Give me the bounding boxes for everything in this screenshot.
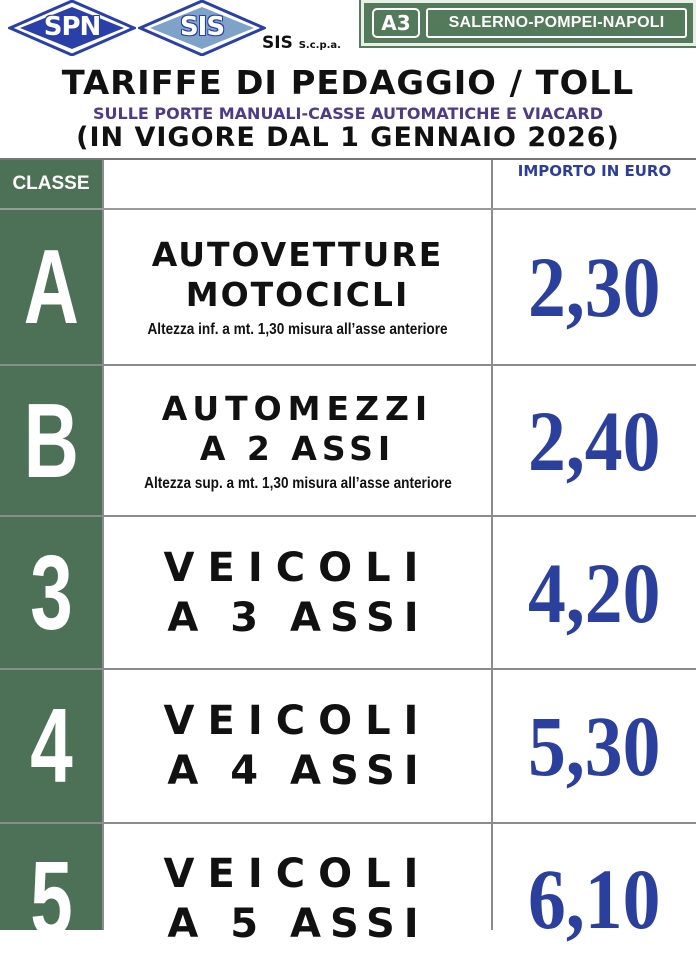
row-description xyxy=(104,670,491,822)
row-amount-text: 2,40 xyxy=(528,392,661,489)
row-description-line1: VEICOLI xyxy=(163,698,432,744)
motorway-code-badge: A3 xyxy=(372,8,420,38)
company-name xyxy=(262,33,341,53)
row-class xyxy=(0,366,102,515)
row-amount xyxy=(493,210,696,364)
row-class xyxy=(0,517,102,668)
motorway-sign xyxy=(361,0,696,46)
row-description xyxy=(104,517,491,668)
tariff-row xyxy=(0,670,696,822)
row-amount xyxy=(493,517,696,668)
row-class-text: B xyxy=(23,381,79,500)
row-description-line1: AUTOMEZZI xyxy=(161,388,434,428)
row-amount-text: 4,20 xyxy=(528,544,661,641)
row-description xyxy=(104,366,491,515)
row-class-text: 5 xyxy=(29,840,73,958)
row-description-line2: MOTOCICLI xyxy=(185,275,410,314)
row-description-line2: A 2 ASSI xyxy=(199,428,396,468)
row-description-line2: A 5 ASSI xyxy=(167,901,428,947)
page-subtitle: SULLE PORTE MANUALI-CASSE AUTOMATICHE E VIACARD xyxy=(93,104,603,123)
sis-logo xyxy=(138,0,266,56)
row-class xyxy=(0,670,102,822)
row-class-text: 3 xyxy=(29,533,73,652)
row-class-text: 4 xyxy=(29,687,73,805)
tariff-row xyxy=(0,366,696,515)
company-name-text: SIS xyxy=(262,33,293,53)
tariff-row xyxy=(0,517,696,668)
tariff-row xyxy=(0,824,696,974)
row-description xyxy=(104,824,491,974)
company-suffix: S.c.p.a. xyxy=(298,40,341,51)
sis-logo-text: SIS xyxy=(179,12,225,42)
motorway-route-name: SALERNO-POMPEI-NAPOLI xyxy=(426,8,687,38)
row-class-text: A xyxy=(23,228,79,346)
validity-date: (IN VIGORE DAL 1 GENNAIO 2026) xyxy=(76,122,620,153)
spn-logo xyxy=(8,0,136,56)
row-description-line2: A 4 ASSI xyxy=(167,748,428,794)
row-description-line1: VEICOLI xyxy=(163,544,432,591)
row-amount xyxy=(493,824,696,974)
row-description-line2: A 3 ASSI xyxy=(167,594,428,641)
page-title: TARIFFE DI PEDAGGIO / TOLL xyxy=(61,63,635,102)
row-description-note: Altezza inf. a mt. 1,30 misura all’asse anteriore xyxy=(147,321,448,338)
row-class xyxy=(0,824,102,974)
row-amount xyxy=(493,366,696,515)
spn-logo-text: SPN xyxy=(43,12,101,42)
header-class: CLASSE xyxy=(12,173,90,194)
row-description-line1: VEICOLI xyxy=(163,851,432,897)
toll-tariff-table xyxy=(0,158,696,958)
row-class xyxy=(0,210,102,364)
row-description-line1: AUTOVETTURE xyxy=(151,235,444,274)
tariff-row xyxy=(0,210,696,364)
header-amount: IMPORTO IN EURO xyxy=(517,162,672,180)
row-amount-text: 2,30 xyxy=(528,239,661,335)
row-amount xyxy=(493,670,696,822)
row-amount-text: 5,30 xyxy=(528,698,661,794)
row-description-note: Altezza sup. a mt. 1,30 misura all’asse anteriore xyxy=(143,474,452,492)
row-amount-text: 6,10 xyxy=(528,851,661,947)
row-description xyxy=(104,210,491,364)
